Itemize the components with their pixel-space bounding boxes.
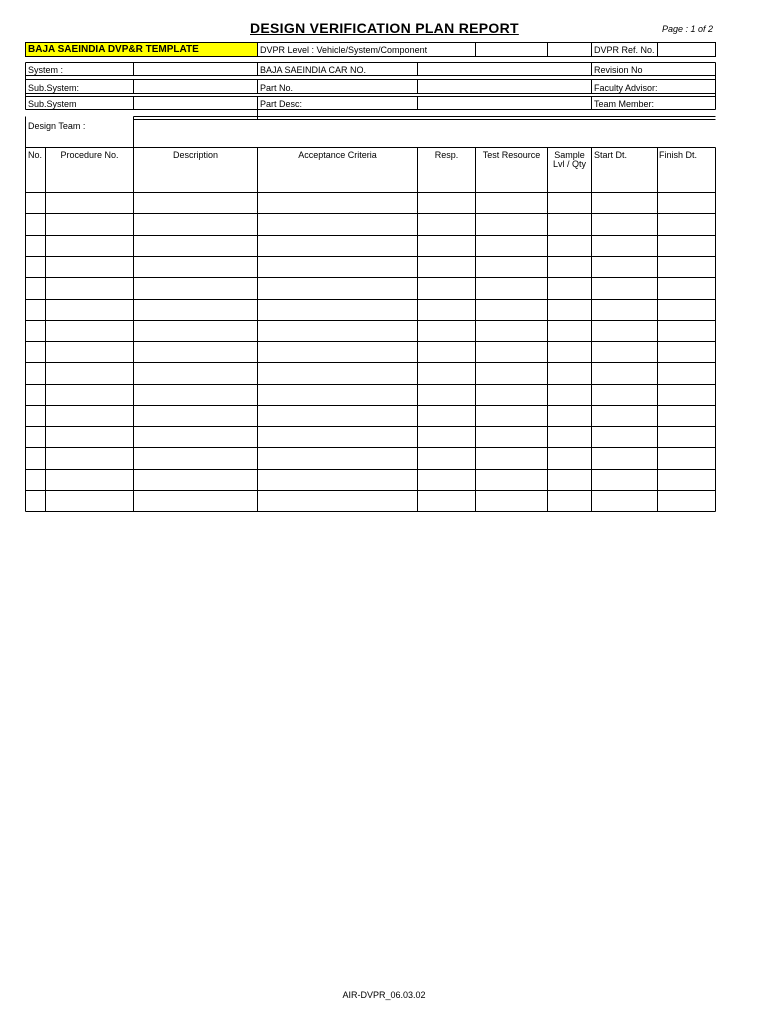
col-header-sample: Sample xyxy=(554,150,585,160)
col-header-test-resource: Test Resource xyxy=(482,150,541,160)
page-number: Page : 1 of 2 xyxy=(662,24,714,34)
part-desc-label: Part Desc: xyxy=(260,99,303,109)
sub-system-label-2: Sub.System xyxy=(28,99,77,109)
col-header-finish: Finish Dt. xyxy=(659,150,698,160)
report-title: DESIGN VERIFICATION PLAN REPORT xyxy=(250,20,519,36)
col-header-description: Description xyxy=(172,150,219,160)
revision-label: Revision No xyxy=(594,65,643,75)
template-name: BAJA SAEINDIA DVP&R TEMPLATE xyxy=(28,44,199,55)
dvpr-ref-label: DVPR Ref. No. xyxy=(594,45,655,55)
footer-code: AIR-DVPR_06.03.02 xyxy=(342,990,426,1000)
col-header-sample-qty: Lvl / Qty xyxy=(552,159,586,169)
col-header-no: No. xyxy=(28,150,43,160)
col-header-acceptance: Acceptance Criteria xyxy=(298,150,377,160)
system-label: System : xyxy=(28,65,64,75)
col-header-procedure: Procedure No. xyxy=(60,150,119,160)
dvpr-level-label: DVPR Level : Vehicle/System/Component xyxy=(260,45,428,55)
col-header-start: Start Dt. xyxy=(594,150,628,160)
sub-system-label: Sub.System: xyxy=(28,83,80,93)
car-no-label: BAJA SAEINDIA CAR NO. xyxy=(260,65,367,75)
part-no-label: Part No. xyxy=(260,83,294,93)
col-header-resp: Resp. xyxy=(434,150,459,160)
team-member-label: Team Member: xyxy=(594,99,655,109)
design-team-label: Design Team : xyxy=(28,121,86,131)
faculty-advisor-label: Faculty Advisor: xyxy=(594,83,658,93)
